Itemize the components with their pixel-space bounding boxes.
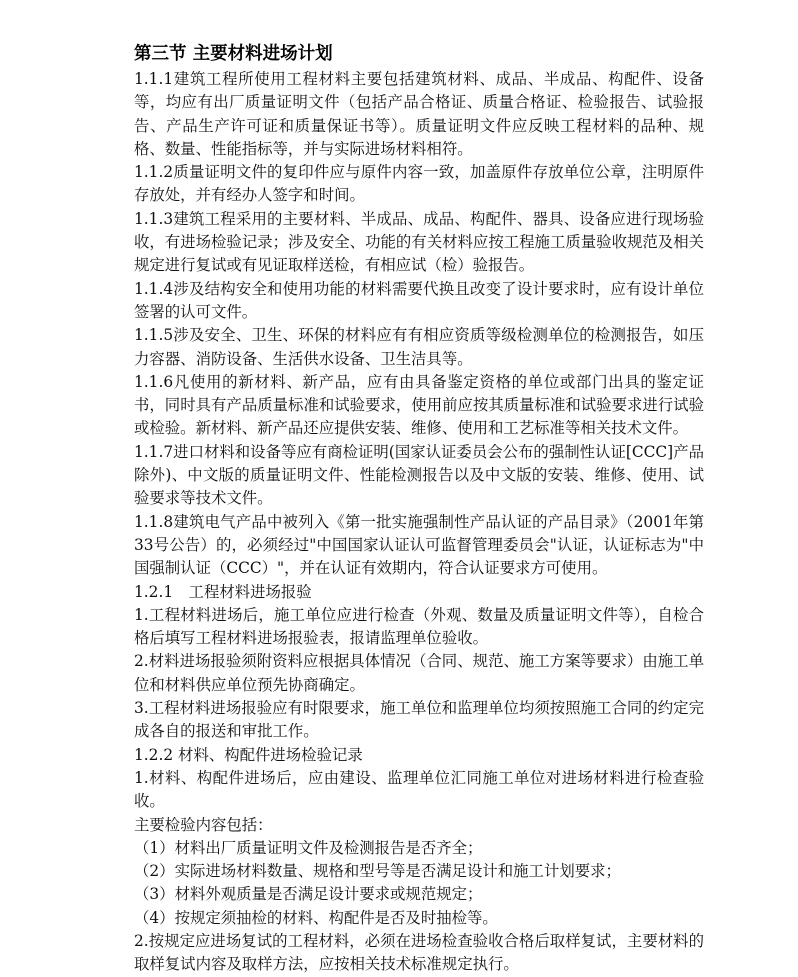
list-item: 1.材料、构配件进场后，应由建设、监理单位汇同施工单位对进场材料进行检查验收。 (134, 768, 704, 811)
inspection-item: （3）材料外观质量是否满足设计要求或规范规定； (134, 885, 483, 904)
list-item: 1.工程材料进场后，施工单位应进行检查（外观、数量及质量证明文件等），自检合格后填写工程材料进场报验表，报请监理单位验收。 (134, 605, 704, 648)
subsection-heading-1-2-2: 1.2.2 材料、构配件进场检验记录 (134, 745, 363, 764)
paragraph-1-1-5: 1.1.5涉及安全、卫生、环保的材料应有有相应资质等级检测单位的检测报告，如压力容器、消防设备、生活供水设备、卫生洁具等。 (134, 326, 704, 368)
inspection-item: （1）材料出厂质量证明文件及检测报告是否齐全； (134, 838, 483, 857)
paragraph-1-1-8: 1.1.8建筑电气产品中被列入《第一批实施强制性产品认证的产品目录》（2001年第33号公告）的，必须经过"中国国家认证认可监督管理委员会"认证，认证标志为"中国强制认证（CCC）"，并在认证有效期内，符合认证要求方可使用。 (134, 512, 704, 578)
paragraph-1-1-7: 1.1.7进口材料和设备等应有商检证明(国家认证委员会公布的强制性认证[CCC]产品除外)、中文版的质量证明文件、性能检测报告以及中文版的安装、维修、使用、试验要求等技术文件。 (134, 442, 704, 508)
list-item: 2.材料进场报验须附资料应根据具体情况（合同、规范、施工方案等要求）由施工单位和材料供应单位预先协商确定。 (134, 652, 704, 694)
inspection-intro: 主要检验内容包括： (134, 815, 273, 834)
paragraph-1-1-1: 1.1.1建筑工程所使用工程材料主要包括建筑材料、成品、半成品、构配件、设备等，均应有出厂质量证明文件（包括产品合格证、质量合格证、检验报告、试验报告、产品生产许可证和质量保证书等）。质量证明文件应反映工程材料的品种、规格、数量、性能指标等，并与实际进场材料相符。 (134, 70, 704, 158)
document-body (134, 42, 704, 977)
paragraph-1-1-6: 1.1.6凡使用的新材料、新产品，应有由具备鉴定资格的单位或部门出具的鉴定证书，同时具有产品质量标准和试验要求，使用前应按其质量标准和试验要求进行试验或检验。新材料、新产品还应提供安装、维修、使用和工艺标准等相关技术文件。 (134, 372, 704, 438)
inspection-item: （2）实际进场材料数量、规格和型号等是否满足设计和施工计划要求； (134, 862, 621, 881)
paragraph-1-1-4: 1.1.4涉及结构安全和使用功能的材料需要代换且改变了设计要求时，应有设计单位签署的认可文件。 (134, 279, 704, 321)
paragraph-1-1-2: 1.1.2质量证明文件的复印件应与原件内容一致，加盖原件存放单位公章，注明原件存放处，并有经办人签字和时间。 (134, 163, 704, 205)
list-item: 3.工程材料进场报验应有时限要求，施工单位和监理单位均须按照施工合同的约定完成各自的报送和审批工作。 (134, 699, 704, 741)
list-item: 2.按规定应进场复试的工程材料，必须在进场检查验收合格后取样复试，主要材料的取样复试内容及取样方法，应按相关技术标准规定执行。 (134, 931, 704, 974)
inspection-item: （4）按规定须抽检的材料、构配件是否及时抽检等。 (134, 908, 498, 927)
paragraph-1-1-3: 1.1.3建筑工程采用的主要材料、半成品、成品、构配件、器具、设备应进行现场验收，有进场检验记录；涉及安全、功能的有关材料应按工程施工质量验收规范及相关规定进行复试或有见证取样送检，有相应试（检）验报告。 (134, 209, 704, 275)
subsection-heading-1-2-1: 1.2.1 工程材料进场报验 (134, 582, 312, 601)
section-title: 第三节 主要材料进场计划 (134, 44, 333, 64)
